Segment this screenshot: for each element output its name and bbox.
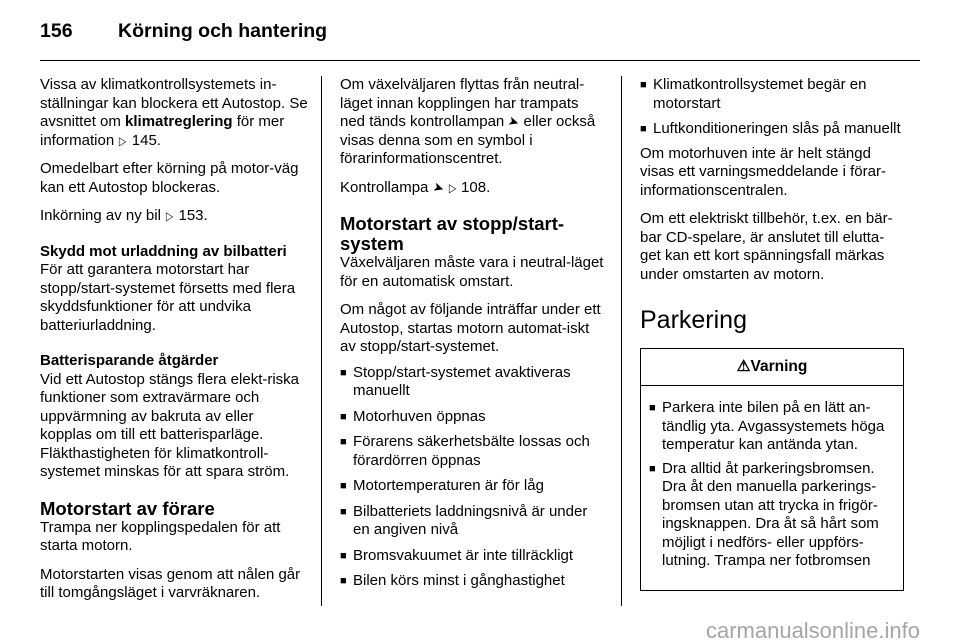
list-item: ■ Parkera inte bilen på en lätt an-tändlig yta. Avgassystemets höga temperatur kan antända ytan. (649, 399, 895, 455)
column-divider-left (321, 76, 322, 606)
warning-body (641, 386, 903, 571)
section-heading: Skydd mot urladdning av bilbatteri (40, 242, 287, 260)
list-item: ■ Motortemperaturen är för låg (340, 477, 605, 496)
warning-title: ⚠Varning (641, 349, 903, 386)
column-divider-right (621, 76, 622, 606)
section-heading: Motorstart av stopp/start-system (340, 213, 565, 254)
paragraph: För att garantera motorstart har stopp/start-systemet försetts med flera skyddsfunktioner för att undvika batteriurladdning. (40, 261, 296, 334)
column-2 (340, 76, 605, 591)
section-heading: Motorstart av förare (40, 497, 215, 519)
paragraph: Vissa av klimatkontrollsystemets in-ställningar kan blockera ett Autostop. Se avsnittet om klimatreglering för mer information ▷ 145. (40, 76, 308, 149)
restart-conditions-list-cont (640, 76, 902, 139)
paragraph: Motorstarten visas genom att nålen går till tomgångsläget i varvräknaren. (40, 565, 301, 601)
page-number: 156 (40, 20, 73, 42)
chapter-title: Körning och hantering (118, 20, 328, 42)
paragraph: Om motorhuven inte är helt stängd visas ett varningsmeddelande i förar-informationscentralen. (640, 144, 886, 199)
section-heading: Batterisparande åtgärder (40, 352, 219, 369)
list-item: ■ Luftkonditioneringen slås på manuellt (640, 120, 902, 139)
climate-control-term: klimatreglering (125, 113, 233, 130)
autostop-lamp-icon: ➤ (430, 178, 446, 196)
list-item: ■ Bilbatteriets laddningsnivå är under en angiven nivå (340, 503, 605, 540)
warning-list (649, 399, 895, 571)
warning-triangle-icon: ⚠ (736, 358, 751, 375)
autostop-lamp-icon: ➤ (506, 112, 522, 131)
paragraph: Vid ett Autostop stängs flera elekt-riska funktioner som extravärmare och uppvärmning av bakruta av eller kopplas om till ett batterisparläge. Fläkthastigheten för klimatkontroll-systemet minskas för att spara ström. (40, 370, 300, 480)
paragraph: Trampa ner kopplingspedalen för att starta motorn. (40, 518, 281, 554)
list-item: ■ Stopp/start-systemet avaktiveras manuellt (340, 364, 605, 401)
page-header (40, 20, 327, 50)
paragraph: Om ett elektriskt tillbehör, t.ex. en bär-bar CD-spelare, är anslutet till elutta-get kan ett kort spänningsfall märkas under omstarten av motorn. (640, 210, 893, 283)
list-item: ■ Dra alltid åt parkeringsbromsen. Dra åt den manuella parkerings-bromsen utan att trycka in frigör-ingsknappen. Dra åt så hårt som möjligt i nedförs- eller uppförs-lutning. Trampa ner fotbromsen (649, 460, 895, 571)
header-rule (40, 60, 920, 61)
page-reference[interactable]: 153. (178, 207, 208, 224)
paragraph: Inkörning av ny bil ▷ 153. (40, 207, 208, 224)
list-item: ■ Bilen körs minst i gånghastighet (340, 572, 605, 591)
reference-arrow-icon: ▷ (448, 180, 456, 195)
column-1 (40, 76, 308, 603)
section-title-parking: Parkering (640, 306, 747, 334)
page-reference[interactable]: 145. (131, 131, 161, 149)
warning-box (640, 348, 904, 591)
list-item: ■ Klimatkontrollsystemet begär en motorstart (640, 76, 902, 113)
page-reference[interactable]: 108. (461, 178, 491, 196)
paragraph: Omedelbart efter körning på motor-väg kan ett Autostop blockeras. (40, 160, 299, 196)
list-item: ■ Motorhuven öppnas (340, 408, 605, 427)
list-item: ■ Bromsvakuumet är inte tillräckligt (340, 547, 605, 566)
reference-arrow-icon: ▷ (119, 133, 127, 148)
paragraph: Växelväljaren måste vara i neutral-läget för en automatisk omstart. (340, 254, 604, 290)
watermark: carmanualsonline.info (705, 618, 920, 643)
paragraph: Om växelväljaren flyttas från neutral-läget innan kopplingen har trampats ned tänds kontrollampan ➤ eller också visas denna som en symbol i förarinformationscentret. (340, 76, 596, 167)
restart-conditions-list (340, 364, 605, 591)
paragraph: Om något av följande inträffar under ett Autostop, startas motorn automat-iskt av stopp/start-systemet. (340, 301, 601, 355)
column-3 (640, 76, 902, 591)
paragraph: Kontrollampa ➤ ▷ 108. (340, 179, 605, 198)
list-item: ■ Förarens säkerhetsbälte lossas och förardörren öppnas (340, 433, 605, 470)
reference-arrow-icon: ▷ (166, 209, 174, 223)
